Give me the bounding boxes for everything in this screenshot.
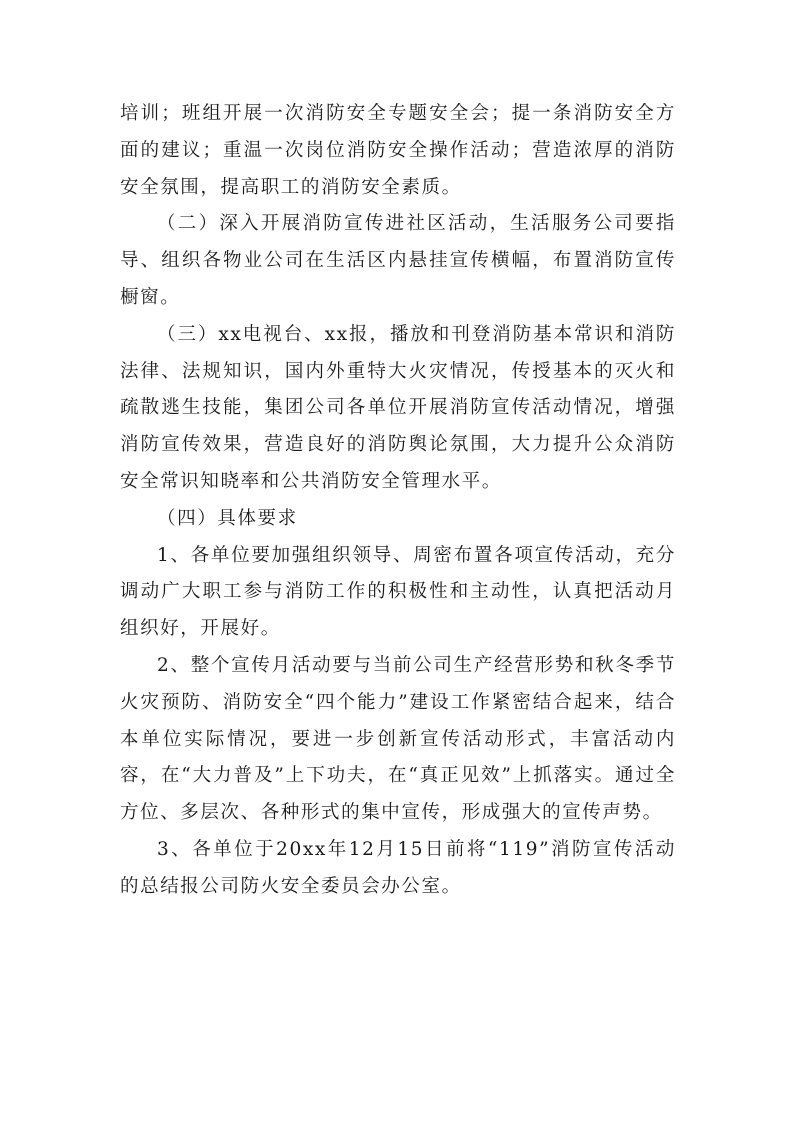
paragraph-requirement-1: 1、各单位要加强组织领导、周密布置各项宣传活动，充分调动广大职工参与消防工作的积极性和主动性，认真把活动月组织好，开展好。 [120, 544, 676, 640]
paragraph-community-activity: （二）深入开展消防宣传进社区活动，生活服务公司要指导、组织各物业公司在生活区内悬挂宣传横幅，布置消防宣传橱窗。 [120, 213, 676, 308]
paragraph-requirements-heading: （四）具体要求 [157, 507, 298, 529]
paragraph-media-publicity: （三）xx电视台、xx报，播放和刊登消防基本常识和消防法律、法规知识，国内外重特大火灾情况，传授基本的灭火和疏散逃生技能，集团公司各单位开展消防宣传活动情况，增强消防宣传效果，营造良好的消防舆论氛围，大力提升公众消防安全常识知晓率和公共消防安全管理水平。 [120, 323, 676, 492]
paragraph-requirement-2: 2、整个宣传月活动要与当前公司生产经营形势和秋冬季节火灾预防、消防安全“四个能力”建设工作紧密结合起来，结合本单位实际情况，要进一步创新宣传活动形式，丰富活动内容，在“大力普及”上下功夫，在“真正见效”上抓落实。通过全方位、多层次、各种形式的集中宣传，形成强大的宣传声势。 [120, 654, 676, 824]
paragraph-training-continued: 培训；班组开展一次消防安全专题安全会；提一条消防安全方面的建议；重温一次岗位消防安全操作活动；营造浓厚的消防安全氛围，提高职工的消防安全素质。 [120, 103, 676, 198]
paragraph-requirement-3: 3、各单位于20xx年12月15日前将“119”消防宣传活动的总结报公司防火安全委员会办公室。 [120, 838, 676, 897]
document-page [120, 96, 676, 906]
